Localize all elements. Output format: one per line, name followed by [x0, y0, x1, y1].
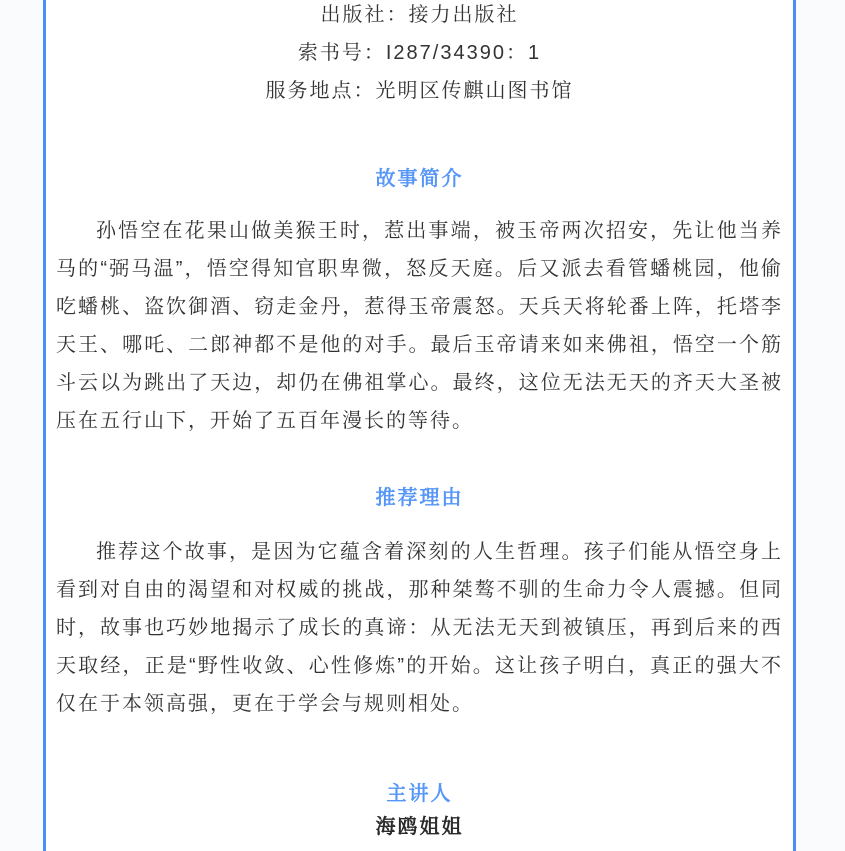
speaker-name: 海鸥姐姐	[375, 816, 464, 838]
content-frame	[43, 0, 796, 851]
recommendation-heading: 推荐理由	[375, 487, 464, 509]
publisher-line: 出版社：接力出版社	[320, 4, 519, 26]
story-intro-section	[56, 160, 783, 440]
story-intro-heading: 故事简介	[375, 168, 464, 190]
speaker-section	[56, 780, 783, 841]
speaker-heading: 主讲人	[386, 783, 453, 805]
book-info-block	[56, 0, 783, 110]
service-location-line: 服务地点：光明区传麒山图书馆	[265, 80, 574, 102]
recommendation-paragraph: 推荐这个故事，是因为它蕴含着深刻的人生哲理。孩子们能从悟空身上看到对自由的渴望和对权威的挑战，那种桀骜不驯的生命力令人震撼。但同时，故事也巧妙地揭示了成长的真谛：从无法无天到被镇压，再到后来的西天取经，正是“野性收敛、心性修炼”的开始。这让孩子明白，真正的强大不仅在于本领高强，更在于学会与规则相处。	[56, 541, 783, 715]
story-intro-paragraph: 孙悟空在花果山做美猴王时，惹出事端，被玉帝两次招安，先让他当养马的“弼马温”，悟空得知官职卑微，怒反天庭。后又派去看管蟠桃园，他偷吃蟠桃、盗饮御酒、窃走金丹，惹得玉帝震怒。天兵天将轮番上阵，托塔李天王、哪吒、二郎神都不是他的对手。最后玉帝请来如来佛祖，悟空一个筋斗云以为跳出了天边，却仍在佛祖掌心。最终，这位无法无天的齐天大圣被压在五行山下，开始了五百年漫长的等待。	[56, 220, 783, 432]
call-number-line: 索书号：I287/34390：1	[297, 42, 542, 64]
recommendation-section	[56, 479, 783, 723]
